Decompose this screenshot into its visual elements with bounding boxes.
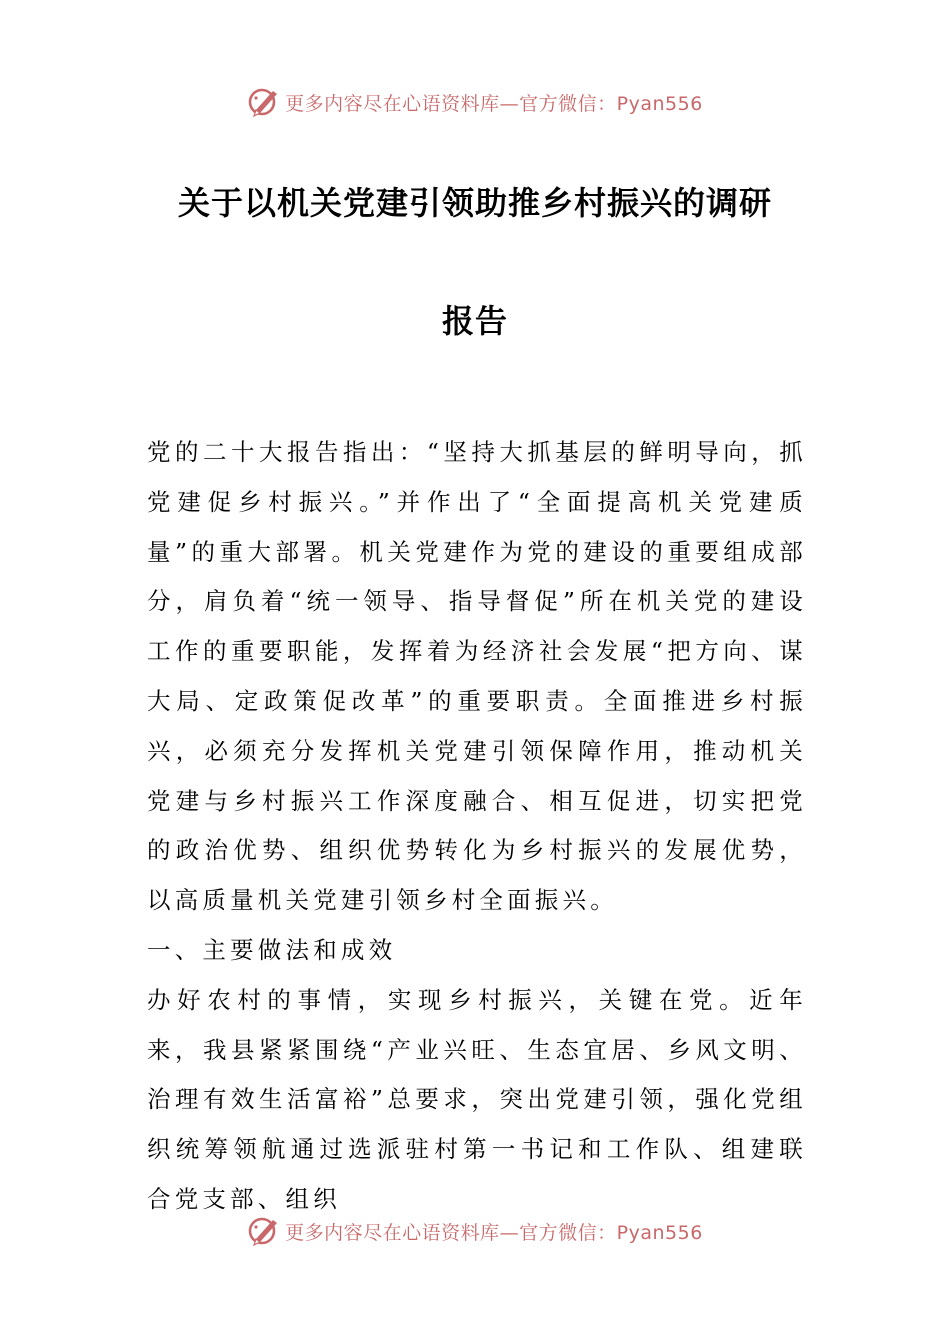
- body-paragraph-section1: 办好农村的事情，实现乡村振兴，关键在党。近年来，我县紧紧围绕“产业兴旺、生态宜居、乡风文明、治理有效生活富裕”总要求，突出党建引领，强化党组织统筹领航通过选派驻村第一书记和工作队、组建联合党支部、组织: [147, 985, 807, 1213]
- watermark-header: [0, 82, 950, 122]
- body-paragraph-intro: 党的二十大报告指出：“坚持大抓基层的鲜明导向，抓党建促乡村振兴。”并作出了“全面提高机关党建质量”的重大部署。机关党建作为党的建设的重要组成部分，肩负着“统一领导、指导督促”所在机关党的建设工作的重要职能，发挥着为经济社会发展“把方向、谋大局、定政策促改革”的重要职责。全面推进乡村振兴，必须充分发挥机关党建引领保障作用，推动机关党建与乡村振兴工作深度融合、相互促进，切实把党的政治优势、组织优势转化为乡村振兴的发展优势，以高质量机关党建引领乡村全面振兴。: [147, 438, 807, 915]
- pen-logo-icon: [247, 85, 281, 119]
- section-heading-1: 一、主要做法和成效: [147, 935, 397, 964]
- document-title-line1: 关于以机关党建引领助推乡村振兴的调研: [177, 184, 772, 222]
- pen-logo-icon: [247, 1214, 281, 1248]
- watermark-text: 更多内容尽在心语资料库—官方微信：: [285, 92, 617, 115]
- watermark-id: Pyan556: [616, 92, 703, 115]
- document-title-line2: 报告: [441, 302, 508, 340]
- watermark-footer: [0, 1211, 950, 1251]
- watermark-text: 更多内容尽在心语资料库—官方微信：: [285, 1221, 617, 1244]
- document-body: [147, 428, 807, 1225]
- watermark-id: Pyan556: [616, 1221, 703, 1244]
